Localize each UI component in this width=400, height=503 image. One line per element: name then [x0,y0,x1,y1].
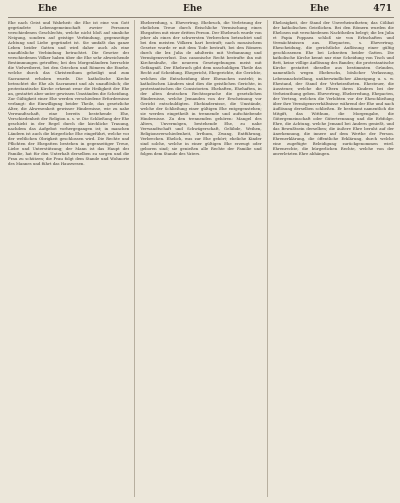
column-divider [267,20,268,497]
header-center-word: Ehe [183,4,203,14]
header-left-word: Ehe [38,4,58,14]
column-divider [134,20,135,497]
column-2: Eheberedung, s. Ehevertrag. Ehebruch, die Verletzung der ehelichen Treue durch fleischliche Vermischung eines Ehegatten mit einer dritten Person. Der Ehebruch wurde von jeher als eines der schwersten Verbrechen betrachtet und bei den meisten Völkern hart bestraft; nach mosaischem Gesetze wurde er mit dem Tode bestraft, bei den Römern durch die lex Julia de adulteriis mit Verbannung und Vermögensverlust. Das canonische Recht bestrafte ihn mit Kirchenbuße, die neueren Gesetzgebungen meist mit Gefängniß. Der Ehebruch gibt dem unschuldigen Theile das Recht auf Scheidung. Ehegericht, Ehegerichte, die Gerichte, welchen die Entscheidung über Ehesachen zusteht; in katholischen Ländern sind dies die geistlichen Gerichte, in protestantischen die Consistorien. Ehehaften, Ehehaften, in der alten deutschen Rechtssprache die gesetzlichen Hindernisse, welche Jemanden von der Erscheinung vor Gericht entschuldigten. Ehehindernisse, die Umstände, welche der Schließung einer gültigen Ehe entgegenstehen; sie werden eingetheilt in trennende und aufschiebende Hindernisse. Zu den trennenden gehören: Mangel des Alters, Unvermögen, bestehende Ehe, zu nahe Verwandtschaft und Schwägerschaft, Gelübde, Weihen, Religionsverschiedenheit, Irrthum, Zwang, Entführung, Verbrechen. Ehelich, was zur Ehe gehört; eheliche Kinder sind solche, welche in einer gültigen Ehe erzeugt oder geboren sind; sie genießen alle Rechte der Familie und folgen dem Stande des Vaters. [140,20,262,157]
header-rule [8,17,394,18]
column-1: Ehe nach Geist und Wahrheit: die Ehe ist eine von Gott gegründete Lebensgemeinschaft zweier Personen verschiedenen Geschlechts, welche nicht bloß auf sinnliche Neigung, sondern auf geistige Verbindung, gegenseitige Achtung und Liebe gegründet ist. Sie umfaßt das ganze Leben beider Gatten und wird daher auch als eine unauflösliche Verbindung betrachtet. Die Gesetze der verschiedenen Völker haben über die Ehe sehr abweichende Bestimmungen getroffen; bei den Morgenländern herrschte die Vielweiberei, bei den Griechen und Römern die Einehe, welche durch das Christenthum geheiligt und zum Sacrament erhoben wurde. Die katholische Kirche betrachtet die Ehe als Sacrament und als unauflöslich; die protestantische Kirche erkennt zwar die Heiligkeit der Ehe an, gestattet aber unter gewissen Umständen die Scheidung. Zur Gültigkeit einer Ehe werden verschiedene Erfordernisse verlangt: die Einwilligung beider Theile, das gesetzliche Alter, die Abwesenheit gewisser Hindernisse, wie zu nahe Verwandtschaft, eine bereits bestehende Ehe, Verschiedenheit der Religion u. s. w. Die Schließung der Ehe geschieht in der Regel durch die kirchliche Trauung, nachdem das Aufgebot vorhergegangen ist; in manchen Ländern ist auch die bürgerliche Ehe eingeführt, welche vor der weltlichen Obrigkeit geschlossen wird. Die Rechte und Pflichten der Ehegatten bestehen in gegenseitiger Treue, Liebe und Unterstützung; der Mann ist das Haupt der Familie, hat für den Unterhalt derselben zu sorgen und die Frau zu schützen; die Frau folgt dem Stande und Wohnorte des Mannes und führt das Hauswesen. [8,20,130,167]
header-right-word: Ehe [310,4,330,14]
running-header [10,4,392,18]
text-columns [8,20,394,497]
page-number: 471 [373,4,392,14]
column-3: Ehelosigkeit, der Stand der Unverheiratheten; das Cölibat der katholischen Geistlichen. Bei den Römern wurden die Ehelosen mit verschiedenen Nachtheilen belegt; die lex Julia et Papia Poppaea schloß sie von Erbschaften und Vermächtnissen aus. Ehepacten, s. Ehevertrag. Ehescheidung, die gerichtliche Auflösung einer gültig geschlossenen Ehe bei Lebzeiten beider Gatten. Die katholische Kirche kennt nur eine Scheidung von Tisch und Bett, keine völlige Auflösung des Bandes; die protestantische Kirche gestattet dieselbe aus bestimmten Gründen, namentlich wegen Ehebruchs, böslicher Verlassung, Lebensnachstellung, unüberwindlicher Abneigung u. s. w. Ehestand, der Stand der Verheiratheten. Ehesteuer, die Aussteuer, welche die Eltern ihren Kindern bei der Verheirathung geben. Ehevertrag, Eheberedung, Ehepacten, der Vertrag, welchen die Verlobten vor der Eheschließung über ihre Vermögensverhältnisse während der Ehe und nach Auflösung derselben schließen. Er bestimmt namentlich die Mitgift, das Witthum, die Morgengabe, die Gütergemeinschaft oder Gütertrennung und die Erbfolge. Ehre, die Achtung, welche Jemand bei Andern genießt, und das Bewußtsein derselben; die äußere Ehre beruht auf der Anerkennung, die innere auf dem Werthe der Person. Ehrenerklärung, die öffentliche Erklärung, durch welche eine zugefügte Beleidigung zurückgenommen wird. Ehrenrechte, die bürgerlichen Rechte, welche von der unverletzten Ehre abhängen. [272,20,394,157]
